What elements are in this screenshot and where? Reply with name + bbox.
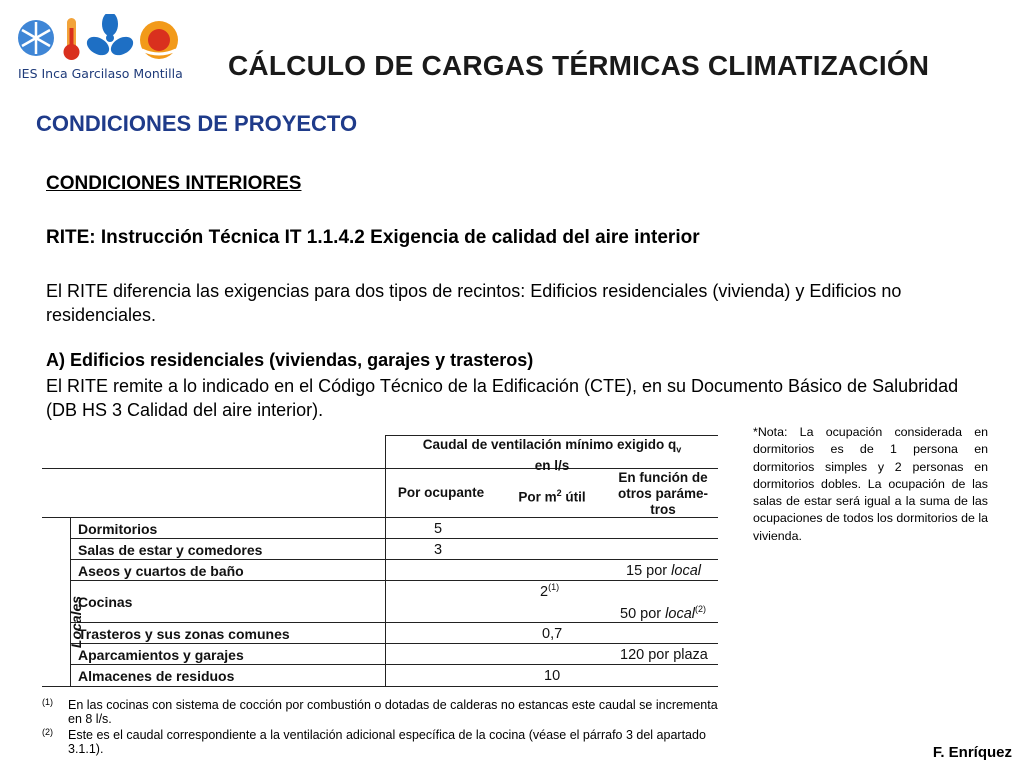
table-cell-other: 120 por plaza	[620, 647, 708, 663]
snowflake-icon	[18, 20, 54, 56]
fan-icon	[84, 14, 137, 59]
table-cell-per-occupant: 5	[434, 521, 443, 537]
col-header-other-params: En función de otros paráme- tros	[617, 470, 709, 517]
ventilation-table	[42, 430, 718, 688]
footnote: (2) Este es el caudal correspondiente a la ventilación adicional específica de la cocina (véase el párrafo 3 del apartado 3.1.1).	[42, 727, 706, 756]
table-cell-per-m2: 10	[544, 668, 561, 684]
table-group-header: Caudal de ventilación mínimo exigido $q_v$	[422, 437, 682, 455]
logo-caption: IES Inca Garcilaso Montilla	[18, 66, 183, 81]
table-row-label: Aparcamientos y garajes	[78, 647, 244, 663]
table-cell-per-m2: 2$^{(1)}$	[540, 582, 560, 600]
table-row-label: Aseos y cuartos de baño	[78, 563, 244, 579]
table-cell-per-m2: 0,7	[542, 626, 563, 642]
paragraph-cte-reference: El RITE remite a lo indicado en el Código Técnico de la Edificación (CTE), en su Documento Básico de Salubridad (DB HS 3 Calidad del aire interior).	[46, 376, 959, 420]
residential-heading: A) Edificios residenciales (viviendas, garajes y trasteros)	[46, 350, 534, 370]
table-row-label: Trasteros y sus zonas comunes	[78, 626, 290, 642]
thermometer-icon	[64, 18, 80, 60]
subheading-interior-conditions: CONDICIONES INTERIORES	[46, 173, 302, 194]
author-signature: F. Enríquez	[932, 744, 1012, 761]
occupancy-note: *Nota: La ocupación considerada en dormitorios es de 1 persona en dormitorios simples y 2 personas en dormitorios dobles. La ocupación de las salas de estar será igual a la suma de las ocupaciones de todos los dormitorios de la vivienda.	[753, 425, 988, 543]
table-cell-per-occupant: 3	[434, 542, 443, 558]
table-footnotes	[42, 698, 718, 758]
table-row-label: Cocinas	[78, 594, 133, 610]
table-row-label: Dormitorios	[78, 521, 158, 537]
page-title: CÁLCULO DE CARGAS TÉRMICAS CLIMATIZACIÓN	[228, 50, 930, 81]
table-cell-other: 15 por local	[626, 563, 701, 579]
table-group-header-unit: en l/s	[534, 457, 570, 473]
paragraph-rite-intro: El RITE diferencia las exigencias para dos tipos de recintos: Edificios residenciales (vivienda) y Edificios no residenciales.	[46, 281, 902, 325]
col-header-per-m2: Por $m^2$ útil	[518, 488, 586, 505]
col-header-per-occupant: Por ocupante	[397, 485, 485, 500]
section-title: CONDICIONES DE PROYECTO	[36, 111, 358, 136]
table-row-label: Salas de estar y comedores	[78, 542, 263, 558]
sun-icon	[140, 21, 178, 59]
row-group-label: Locales	[68, 595, 84, 649]
table-row-label: Almacenes de residuos	[78, 668, 235, 684]
table-cell-other: 50 por local$^{(2)}$	[620, 604, 706, 622]
footnote: (1) En las cocinas con sistema de cocción por combustión o dotadas de calderas no estancas este caudal se incrementa en 8 l/s.	[42, 697, 718, 726]
rite-instruction-heading: RITE: Instrucción Técnica IT 1.1.4.2 Exigencia de calidad del aire interior	[46, 227, 700, 248]
